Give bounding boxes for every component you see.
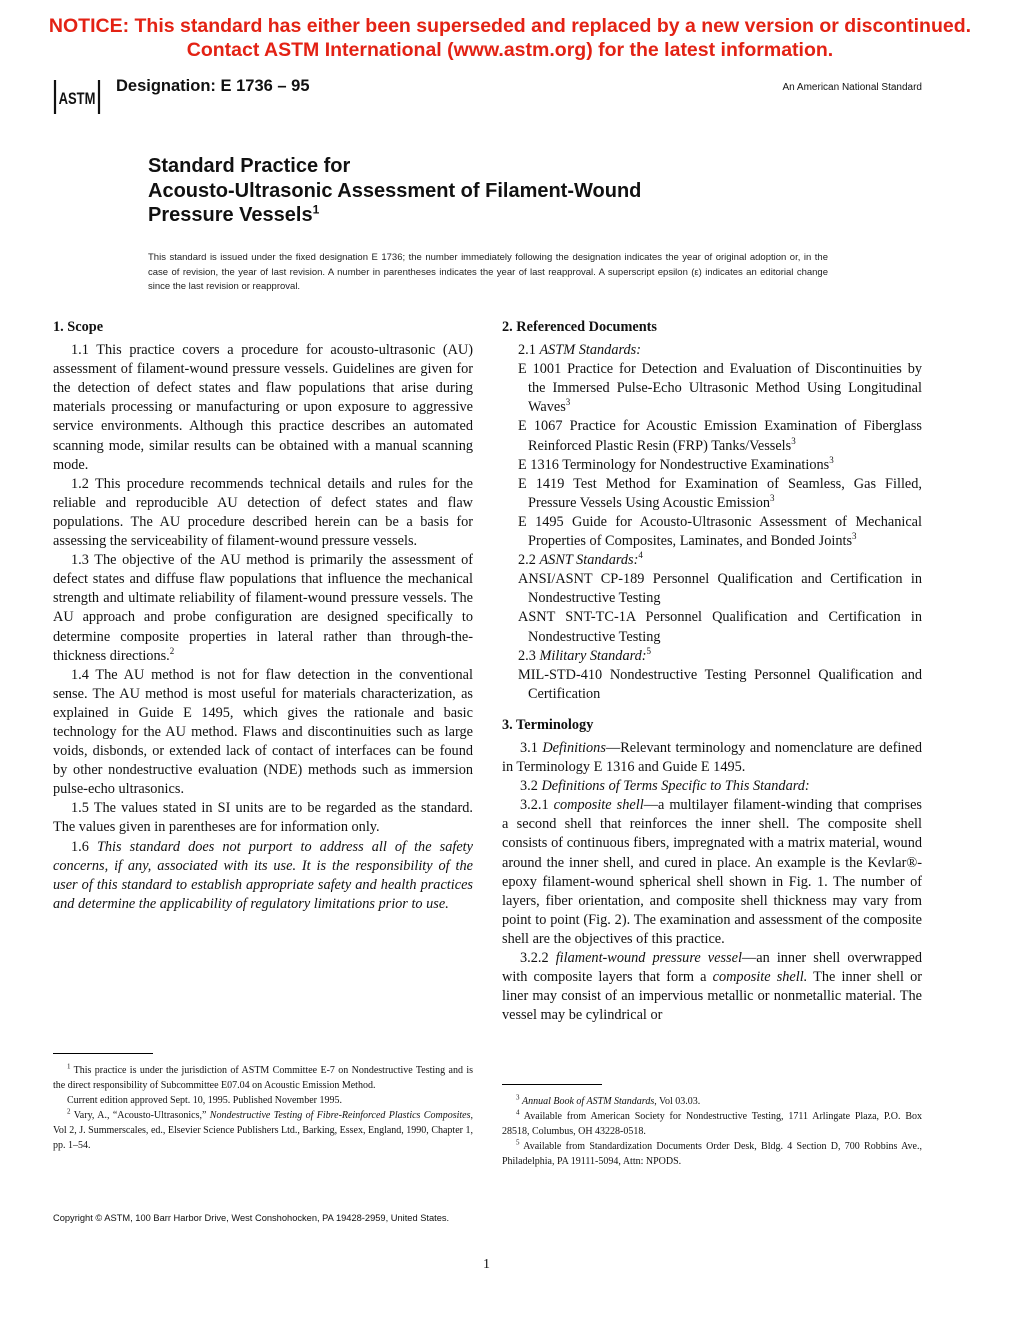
paragraph-3-2-1-term: composite shell	[553, 797, 644, 814]
subsection-2-3	[502, 647, 922, 666]
logo-text: ASTM	[58, 89, 96, 109]
reference-e1316-sup: 3	[829, 454, 834, 465]
subsection-2-3-sup: 5	[646, 645, 652, 656]
paragraph-3-2-2-text-b: The inner shell or liner may consist of an impervious metallic or nonmetallic material. The vessel may be cylindrical or	[502, 969, 923, 1024]
subsection-2-3-number: 2.3	[518, 647, 540, 664]
paragraph-3-2-2-text-a: —an inner shell overwrapped with composite layers that form a	[502, 950, 922, 986]
paragraph-1-3	[53, 551, 473, 666]
copyright-line: Copyright © ASTM, 100 Barr Harbor Drive, West Conshohocken, PA 19428-2959, United States.	[53, 1213, 450, 1223]
footnote-2-mark: 2	[67, 1107, 71, 1116]
astm-logo	[52, 78, 102, 116]
title-footnote-mark: 1	[312, 202, 320, 217]
paragraph-3-2-2-term: filament-wound pressure vessel	[555, 950, 742, 966]
paragraph-1-6	[53, 838, 473, 914]
paragraph-3-2-1	[502, 796, 922, 949]
reference-e1495-sup: 3	[852, 531, 857, 542]
page-number: 1	[483, 1257, 490, 1272]
reference-e1419	[518, 475, 922, 513]
reference-e1001-sup: 3	[565, 397, 571, 408]
footnote-4	[502, 1109, 922, 1139]
footnote-1-mark: 1	[67, 1062, 71, 1071]
subsection-2-1	[502, 341, 922, 360]
subsection-2-2	[502, 551, 922, 570]
paragraph-3-1	[502, 739, 922, 777]
notice-line-2: Contact ASTM International (www.astm.org) for the latest information.	[186, 39, 834, 61]
paragraph-1-2: 1.2 This procedure recommends technical details and rules for the reliable and reproducible AU detection of defect states and flaw populations. The AU procedure described herein can be a basis for assessing the serviceability of filament-wound pressure vessels.	[53, 475, 473, 550]
paragraph-3-2-number: 3.2	[520, 778, 542, 795]
paragraph-1-3-text: 1.3 The objective of the AU method is primarily the assessment of defect states and diffuse flaw populations that influence the mechanical strength and ultimate reliability of filament-wound pressure vessels. The AU approach and probe configuration are designed specifically to determine composite properties in lateral rather than through-the-thickness directions.	[53, 552, 473, 664]
paragraph-1-4: 1.4 The AU method is not for flaw detection in the conventional sense. The AU method is most useful for materials characterization, as explained in Guide E 1495, which gives the rationale and basic technology for the AU method. Flaws and discontinuities such as large voids, disbonds, or extended lack of contact of interfaces can be found by other nondestructive evaluation (NDE) methods such as immersion pulse-echo ultrasonics.	[53, 666, 473, 798]
paragraph-3-2-term: Definitions of Terms Specific to This Standard:	[541, 778, 810, 795]
reference-e1067	[518, 417, 922, 455]
subsection-2-3-label: Military Standard:	[539, 647, 647, 664]
paragraph-3-2	[502, 777, 922, 796]
footnote-1-text: This practice is under the jurisdiction of ASTM Committee E-7 on Nondestructive Testing and is the direct responsibility of Subcommittee E07.04 on Acoustic Emission Method.	[53, 1065, 473, 1091]
reference-e1495	[518, 513, 922, 551]
reference-e1419-text: E 1419 Test Method for Examination of Seamless, Gas Filled, Pressure Vessels Using Acoustic Emission	[518, 475, 922, 511]
reference-e1067-sup: 3	[791, 435, 796, 446]
paragraph-3-1-text: —Relevant terminology and nomenclature are defined in Terminology E 1316 and Guide E 1495.	[502, 739, 922, 776]
reference-e1067-text: E 1067 Practice for Acoustic Emission Examination of Fiberglass Reinforced Plastic Resin (FRP) Tanks/Vessels	[518, 418, 922, 454]
paragraph-3-2-2-number: 3.2.2	[520, 950, 556, 966]
notice-line-1: NOTICE: This standard has either been superseded and replaced by a new version or discontinued.	[48, 15, 972, 37]
document-title	[148, 154, 641, 228]
footnote-1-edition: Current edition approved Sept. 10, 1995. Published November 1995.	[67, 1095, 342, 1106]
subsection-2-2-number: 2.2	[518, 552, 540, 569]
section-2-heading: 2. Referenced Documents	[502, 319, 657, 335]
footnote-3-rest: , Vol 03.03.	[654, 1096, 701, 1107]
subsection-2-1-number: 2.1	[518, 342, 540, 359]
subsection-2-2-label: ASNT Standards:	[539, 552, 639, 569]
paragraph-3-2-2	[502, 949, 922, 1025]
subsection-2-1-label: ASTM Standards:	[539, 342, 641, 359]
reference-e1316	[518, 456, 922, 475]
footnote-3	[502, 1094, 922, 1109]
footnote-5-text: Available from Standardization Documents Order Desk, Bldg. 4 Section D, 700 Robbins Ave., Philadelphia, PA 19111-5094, Attn: NPODS.	[502, 1141, 922, 1167]
footnote-2-author: Vary, A., “Acousto-Ultrasonics,”	[73, 1110, 210, 1121]
paragraph-1-5: 1.5 The values stated in SI units are to be regarded as the standard. The values given in parentheses are for information only.	[53, 800, 473, 836]
footnote-2	[53, 1108, 473, 1153]
reference-e1001	[518, 360, 922, 417]
right-column	[502, 318, 922, 1025]
footnote-5	[502, 1139, 922, 1169]
footnote-rule-left	[53, 1053, 153, 1054]
title-line-3-text: Pressure Vessels	[148, 204, 313, 226]
paragraph-1-6-text: This standard does not purport to address all of the safety concerns, if any, associated with its use. It is the responsibility of the user of this standard to establish appropriate safety and health practices and determine the applicability of regulatory limitations prior to use.	[53, 838, 473, 912]
footnote-4-text: Available from American Society for Nondestructive Testing, 1711 Arlingate Plaza, P.O. Box 28518, Columbus, OH 43228-0518.	[502, 1111, 922, 1137]
paragraph-1-6-number: 1.6	[71, 838, 97, 855]
footnote-5-mark: 5	[516, 1138, 520, 1147]
footnote-2-book: Nondestructive Testing of Fibre-Reinforced Plastics Composites	[209, 1110, 471, 1121]
issued-note: This standard is issued under the fixed designation E 1736; the number immediately following the designation indicates the year of original adoption or, in the case of revision, the year of last revision. A number in parentheses indicates the year of last reapproval. A superscript epsilon (ε) indicates an editorial change since the last revision or reapproval.	[148, 252, 828, 292]
paragraph-1-1: 1.1 This practice covers a procedure for acousto-ultrasonic (AU) assessment of filament-wound pressure vessels. Guidelines are given for the detection of defect states and flaw populations that arise during materials processing or manufacturing or upon exposure to aggressive service environments. Although this practice describes an automated scanning mode, similar results can be obtained with a manual scanning mode.	[53, 342, 473, 473]
section-3-heading: 3. Terminology	[502, 716, 594, 733]
paragraph-3-2-1-number: 3.2.1	[520, 797, 554, 814]
reference-mil-std-410: MIL-STD-410 Nondestructive Testing Personnel Qualification and Certification	[518, 666, 922, 702]
reference-e1001-text: E 1001 Practice for Detection and Evaluation of Discontinuities by the Immersed Pulse-Echo Ultrasonic Method Using Longitudinal Waves	[518, 361, 922, 416]
section-1-heading: 1. Scope	[53, 319, 104, 335]
notice-banner	[0, 14, 1020, 62]
reference-e1495-text: E 1495 Guide for Acousto-Ultrasonic Assessment of Mechanical Properties of Composites, Laminates, and Bonded Joints	[518, 513, 922, 550]
paragraph-3-1-number: 3.1	[520, 739, 543, 756]
footnote-rule-right	[502, 1084, 602, 1085]
footnote-3-title: Annual Book of ASTM Standards	[522, 1096, 655, 1107]
footnote-3-mark: 3	[516, 1093, 520, 1102]
left-footnotes	[53, 1053, 473, 1153]
american-national-standard-label: An American National Standard	[782, 82, 922, 93]
title-line-3	[148, 203, 641, 228]
designation: Designation: E 1736 – 95	[116, 77, 310, 95]
paragraph-3-1-term: Definitions	[542, 739, 606, 756]
paragraph-3-2-2-italic: composite shell.	[712, 969, 808, 986]
subsection-2-2-sup: 4	[638, 550, 643, 561]
right-footnotes	[502, 1084, 922, 1169]
paragraph-3-2-1-text: —a multilayer filament-winding that comprises a second shell that reinforces the inner shell. The composite shell consists of continuous fibers, impregnated with a matrix material, wound around the inner shell, and cured in place. An example is the Kevlar®-epoxy filament-wound spherical shell shown in Fig. 1. The number of layers, fiber orientation, and composite shell thickness may vary from point to point (Fig. 2). The examination and assessment of the composite shell are the objectives of this practice.	[502, 797, 922, 947]
footnote-1	[53, 1063, 473, 1093]
left-column	[53, 318, 473, 914]
title-line-2: Acousto-Ultrasonic Assessment of Filament-Wound	[148, 179, 642, 202]
reference-snt-tc-1a: ASNT SNT-TC-1A Personnel Qualification and Certification in Nondestructive Testing	[518, 609, 922, 645]
title-line-1: Standard Practice for	[148, 155, 351, 177]
reference-e1316-text: E 1316 Terminology for Nondestructive Examinations	[518, 456, 830, 473]
footnote-ref-2: 2	[169, 645, 175, 656]
footnote-4-mark: 4	[516, 1108, 520, 1117]
footnote-2-rest: , Vol 2, J. Summerscales, ed., Elsevier Science Publishers Ltd., Barking, Essex, England, 1990, Chapter 1, pp. 1–54.	[53, 1110, 473, 1151]
reference-cp189: ANSI/ASNT CP-189 Personnel Qualification and Certification in Nondestructive Testing	[518, 571, 922, 607]
reference-e1419-sup: 3	[770, 493, 775, 504]
